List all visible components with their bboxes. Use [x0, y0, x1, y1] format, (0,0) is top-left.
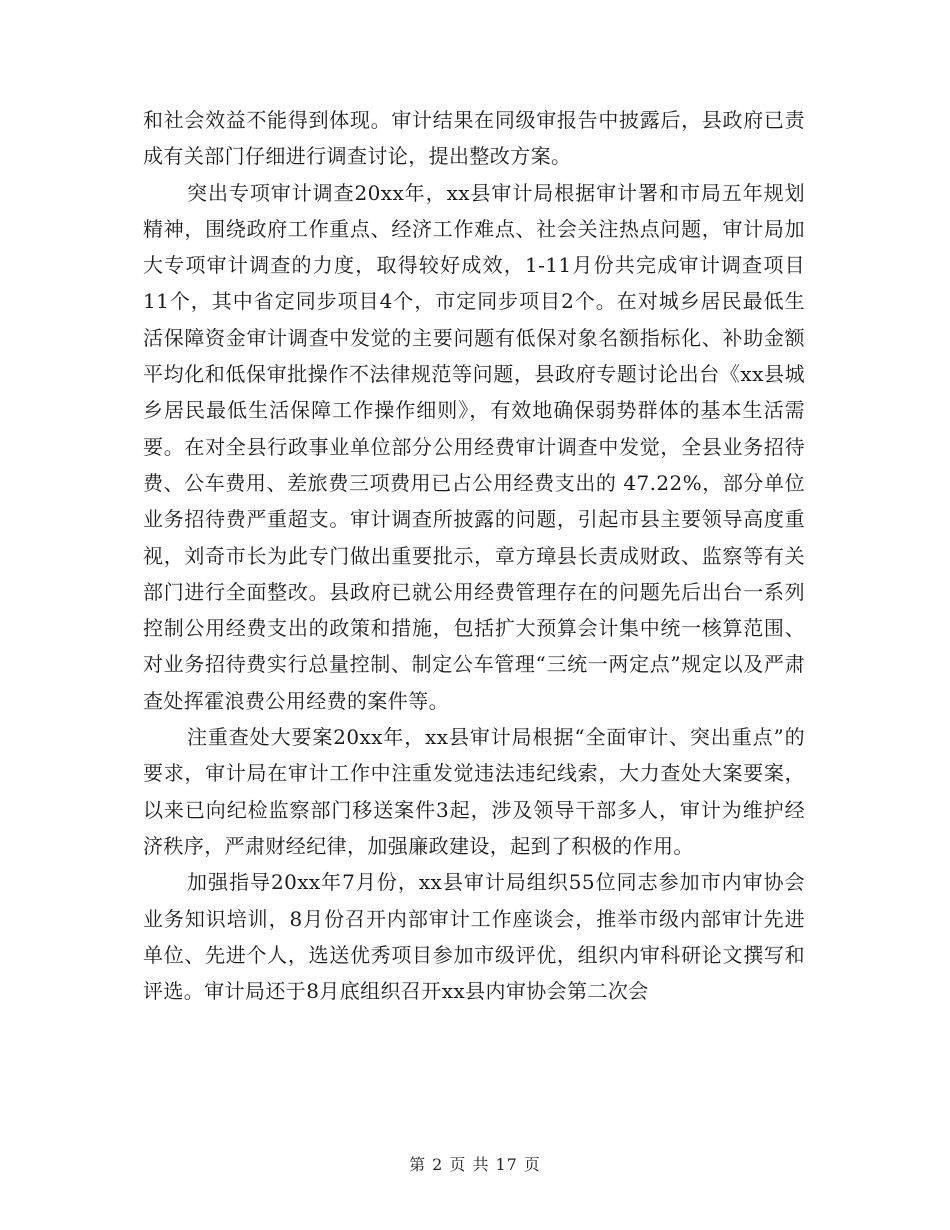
footer-page-number: 2 — [432, 1155, 444, 1174]
paragraph-special-audit: 突出专项审计调查20xx年，xx县审计局根据审计署和市局五年规划精神，围绕政府工作重点、经济工作难点、社会关注热点问题，审计局加大专项审计调查的力度，取得较好成效，1-11月份共完成审计调查项目11个，其中省定同步项目4个，市定同步项目2个。在对城乡居民最低生活保障资金审计调查中发觉的主要问题有低保对象名额指标化、补助金额平均化和低保审批操作不法律规范等问题，县政府专题讨论出台《xx县城乡居民最低生活保障工作操作细则》，有效地确保弱势群体的基本生活需要。在对全县行政事业单位部分公用经费审计调查中发觉，全县业务招待费、公车费用、差旅费三项费用已占公用经费支出的 47.22%，部分单位业务招待费严重超支。审计调查所披露的问题，引起市县主要领导高度重视，刘奇市长为此专门做出重要批示，章方璋县长责成财政、监察等有关部门进行全面整改。县政府已就公用经费管理存在的问题先后出台一系列控制公用经费支出的政策和措施，包括扩大预算会计集中统一核算范围、对业务招待费实行总量控制、制定公车管理“三统一两定点”规定以及严肃查处挥霍浪费公用经费的案件等。 — [143, 180, 805, 713]
footer-middle: 页 共 — [449, 1155, 490, 1174]
paragraph-continuation: 和社会效益不能得到体现。审计结果在同级审报告中披露后，县政府已责成有关部门仔细进行调查讨论，提出整改方案。 — [143, 108, 805, 169]
footer-prefix: 第 — [409, 1155, 427, 1174]
paragraph-major-cases: 注重查处大要案20xx年，xx县审计局根据“全面审计、突出重点”的要求，审计局在审计工作中注重发觉违法违纪线索，大力查处大案要案，以来已向纪检监察部门移送案件3起，涉及领导干部多人，审计为维护经济秩序，严肃财经纪律，加强廉政建设，起到了积极的作用。 — [143, 725, 805, 858]
footer-suffix: 页 — [523, 1155, 541, 1174]
footer-total-pages: 17 — [495, 1155, 518, 1174]
paragraph-guidance: 加强指导20xx年7月份，xx县审计局组织55位同志参加市内审协会业务知识培训，8月份召开内部审计工作座谈会，推举市级内部审计先进单位、先进个人，选送优秀项目参加市级评优，组织内审科研论文撰写和评选。审计局还于8月底组织召开xx县内审协会第二次会 — [143, 870, 805, 1004]
body-text — [143, 102, 805, 1009]
page-footer — [0, 1152, 950, 1175]
